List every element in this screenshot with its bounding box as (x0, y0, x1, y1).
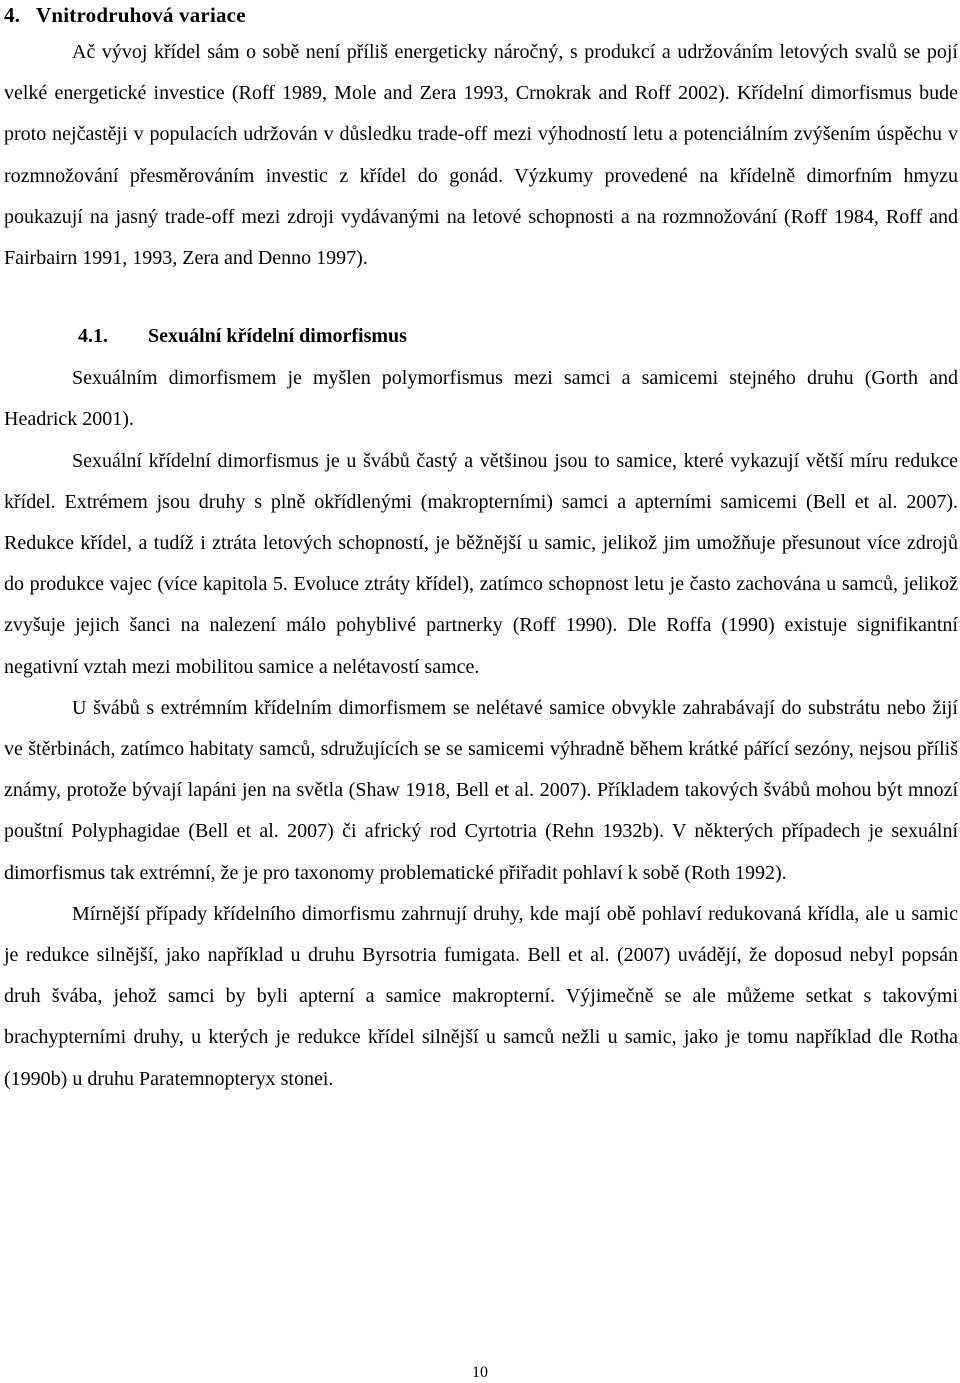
section-gap (4, 279, 958, 323)
subsection-title: Sexuální křídelní dimorfismus (148, 325, 407, 348)
section-heading (4, 0, 958, 29)
subsection-number: 4.1. (78, 325, 108, 348)
paragraph: Sexuálním dimorfismem je myšlen polymorfismus mezi samci a samicemi stejného druhu (Gorth and Headrick 2001). (4, 367, 958, 431)
paragraph: Mírnější případy křídelního dimorfismu zahrnují druhy, kde mají obě pohlaví redukovaná křídla, ale u samic je redukce silnější, jako například u druhu Byrsotria fumigata. Bell et al. (2007) uvádějí, že doposud nebyl popsán druh švába, jehož samci by byli apterní a samice makropterní. Výjimečně se ale můžeme setkat s takovými brachypterními druhy, u kterých je redukce křídel silnější u samců nežli u samic, jako je tomu například dle Rotha (1990b) u druhu Paratemnopteryx stonei. (4, 902, 958, 1090)
paragraph: U švábů s extrémním křídelním dimorfismem se nelétavé samice obvykle zahrabávají do substrátu nebo žijí ve štěrbinách, zatímco habitaty samců, sdružujících se se samicemi výhradně během krátké pářící sezóny, nejsou příliš známy, protože bývají lapáni jen na světla (Shaw 1918, Bell et al. 2007). Příkladem takových švábů mohou být mnozí pouštní Polyphagidae (Bell et al. 2007) či africký rod Cyrtotria (Rehn 1932b). V některých případech je sexuální dimorfismus tak extrémní, že je pro taxonomy problematické přiřadit pohlaví k sobě (Roth 1992). (4, 696, 958, 884)
document-page (4, 0, 958, 1100)
paragraph: Sexuální křídelní dimorfismus je u švábů častý a většinou jsou to samice, které vykazují větší míru redukce křídel. Extrémem jsou druhy s plně okřídlenými (makropterními) samci a apterními samicemi (Bell et al. 2007). Redukce křídel, a tudíž i ztráta letových schopností, je běžnější u samic, jelikož jim umožňuje přesunout více zdrojů do produkce vajec (více kapitola 5. Evoluce ztráty křídel), zatímco schopnost letu je často zachována u samců, jelikož zvyšuje jejich šanci na nalezení málo pohyblivé partnerky (Roff 1990). Dle Roffa (1990) existuje signifikantní negativní vztah mezi mobilitou samice a nelétavostí samce. (4, 449, 958, 678)
subsection-heading (4, 323, 958, 350)
section-title: Vnitrodruhová variace (36, 3, 246, 27)
paragraph: Ač vývoj křídel sám o sobě není příliš energeticky náročný, s produkcí a udržováním letových svalů se pojí velké energetické investice (Roff 1989, Mole and Zera 1993, Crnokrak and Roff 2002). Křídelní dimorfismus bude proto nejčastěji v populacích udržován v důsledku trade-off mezi výhodností letu a potenciálním zvýšením úspěchu v rozmnožování přesměrováním investic z křídel do gonád. Výzkumy provedené na křídelně dimorfním hmyzu poukazují na jasný trade-off mezi zdroji vydávanými na letové schopnosti a na rozmnožování (Roff 1984, Roff and Fairbairn 1991, 1993, Zera and Denno 1997). (4, 41, 958, 270)
section-number: 4. (4, 3, 21, 27)
page-number: 10 (472, 1364, 488, 1381)
